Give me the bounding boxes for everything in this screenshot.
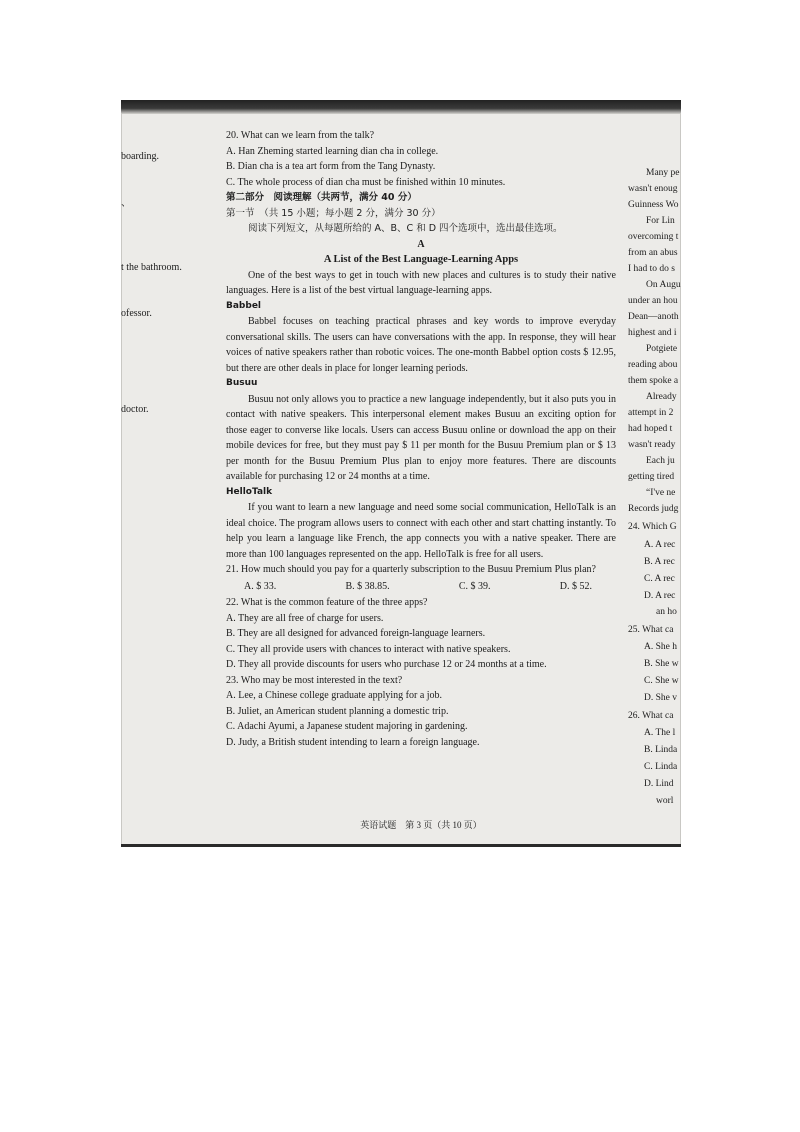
right-fragment: A. The l [644,728,676,738]
question-20-option-a: A. Han Zheming started learning dian cha in college. [226,145,439,157]
question-23-option-b: B. Juliet, an American student planning a domestic trip. [226,705,449,717]
left-fragment: 、 [121,198,131,209]
right-fragment: D. She v [644,693,677,703]
question-23-option-a: A. Lee, a Chinese college graduate applying for a job. [226,690,443,701]
question-21-option-d: D. $ 52. [559,580,592,592]
app-text-busuu: Busuu not only allows you to practice a new language independently, but it also puts you in contact with native speakers. This interpersonal element makes Busuu an exciting option for those eager to converse like locals. Users can access Busuu online or download the app on their mobile devices for free, but they must pay $ 11 per month for the Busuu Premium plan or $ 13 per month for the Busuu Premium Plus plan to enjoy more features. There are discounts available for purchasing 12 or 24 months at a time. [226,393,616,482]
right-fragment: A. A rec [644,540,676,550]
right-fragment: Already [646,392,677,402]
right-fragment: under an hou [628,296,678,306]
right-fragment: C. Linda [644,762,678,772]
question-23-option-c: C. Adachi Ayumi, a Japanese student majoring in gardening. [226,721,468,732]
section-one-heading: 第一节 （共 15 小题；每小题 2 分，满分 30 分） [226,207,441,219]
question-20-option-b: B. Dian cha is a tea art form from the Tang Dynasty. [226,161,436,172]
right-fragment: C. A rec [644,574,675,584]
right-fragment: Many pe [646,168,680,178]
right-column [626,160,681,850]
question-21-options [244,579,592,595]
question-23-option-d: D. Judy, a British student intending to learn a foreign language. [226,736,480,748]
right-fragment: D. A rec [644,591,676,601]
question-21-option-b: B. $ 38.85. [345,580,390,592]
right-fragment: Dean—anoth [628,312,679,322]
left-fragment: t the bathroom. [121,262,182,273]
right-fragment: B. Linda [644,745,678,755]
app-heading-busuu: Busuu [226,378,258,388]
right-fragment: highest and i [628,328,677,338]
right-fragment: C. She w [644,676,679,686]
right-fragment: Guinness Wo [628,200,679,210]
question-21-option-a: A. $ 33. [244,580,277,592]
right-fragment: “I've ne [646,488,676,498]
right-fragment: wasn't enoug [628,184,678,194]
question-20-stem: 20. What can we learn from the talk? [226,130,375,141]
passage-intro: One of the best ways to get in touch with new places and cultures is to study their native languages. Here is a list of the best virtual language-learning apps. [226,269,616,296]
left-fragment: ofessor. [121,308,152,319]
page-top-shadow [121,100,681,114]
question-22-stem: 22. What is the common feature of the three apps? [226,597,428,608]
app-text-babbel: Babbel focuses on teaching practical phrases and key words to improve everyday conversational skills. The users can have conversations with the app. In response, they will hear voices of native speakers rather than robotic voices. The one-month Babbel option costs $ 12.95, but there are other deals in place for longer learning periods. [226,316,616,374]
app-heading-babbel: Babbel [226,300,262,311]
passage-label: A [417,238,425,250]
right-fragment: from an abus [628,248,678,258]
right-fragment: worl [656,796,674,806]
right-fragment: For Lin [646,216,675,226]
right-fragment: 26. What ca [628,711,674,721]
question-22-option-a: A. They are all free of charge for users. [226,612,384,624]
left-fragment: boarding. [121,151,160,162]
question-21-stem: 21. How much should you pay for a quarterly subscription to the Busuu Premium Plus plan? [226,564,596,575]
right-fragment: Each ju [646,456,675,466]
right-fragment: an ho [656,607,677,617]
reading-instruction: 阅读下列短文，从每题所给的 A、B、C 和 D 四个选项中，选出最佳选项。 [248,223,563,234]
question-22-option-b: B. They are all designed for advanced foreign-language learners. [226,628,486,639]
right-fragment: Records judg [628,504,679,514]
app-text-hellotalk: If you want to learn a new language and need some social communication, HelloTalk is an ideal choice. The program allows users to connect with each other and start chatting instantly. To help you learn a language like French, the app connects you with a native speaker. There are more than 100 languages represented on the app. HelloTalk is free for all users. [226,502,616,560]
question-22-option-c: C. They all provide users with chances to interact with native speakers. [226,643,511,655]
right-fragment: getting tired [628,472,675,482]
question-22-option-d: D. They all provide discounts for users who purchase 12 or 24 months at a time. [226,659,547,670]
right-fragment: attempt in 2 [628,408,674,418]
main-column [226,128,616,830]
passage-title: A List of the Best Language-Learning Apps [323,254,519,265]
right-fragment: On Augu [646,280,681,290]
right-fragment: Potgiete [646,344,678,354]
part-two-heading: 第二部分 阅读理解（共两节，满分 40 分） [226,192,417,203]
app-heading-hellotalk: HelloTalk [226,486,273,497]
page-bottom-edge [121,844,681,847]
right-fragment: 24. Which G [628,522,677,532]
right-fragment: B. A rec [644,557,675,567]
right-fragment: them spoke a [628,376,679,386]
page-footer: 英语试题 第 3 页（共 10 页） [360,820,482,830]
right-fragment: 25. What ca [628,625,674,635]
left-fragment: doctor. [121,404,149,415]
question-23-stem: 23. Who may be most interested in the text? [226,674,403,686]
question-21-option-c: C. $ 39. [458,580,491,592]
right-fragment: reading abou [628,360,678,370]
right-fragment: D. Lind [644,779,674,789]
right-fragment: B. She w [644,659,679,669]
question-20-option-c: C. The whole process of dian cha must be finished within 10 minutes. [226,176,506,188]
right-fragment: overcoming t [628,232,679,242]
right-fragment: wasn't ready [628,440,676,450]
right-fragment: I had to do s [628,264,675,274]
right-fragment: A. She h [644,642,677,652]
right-fragment: had hoped t [628,424,673,434]
